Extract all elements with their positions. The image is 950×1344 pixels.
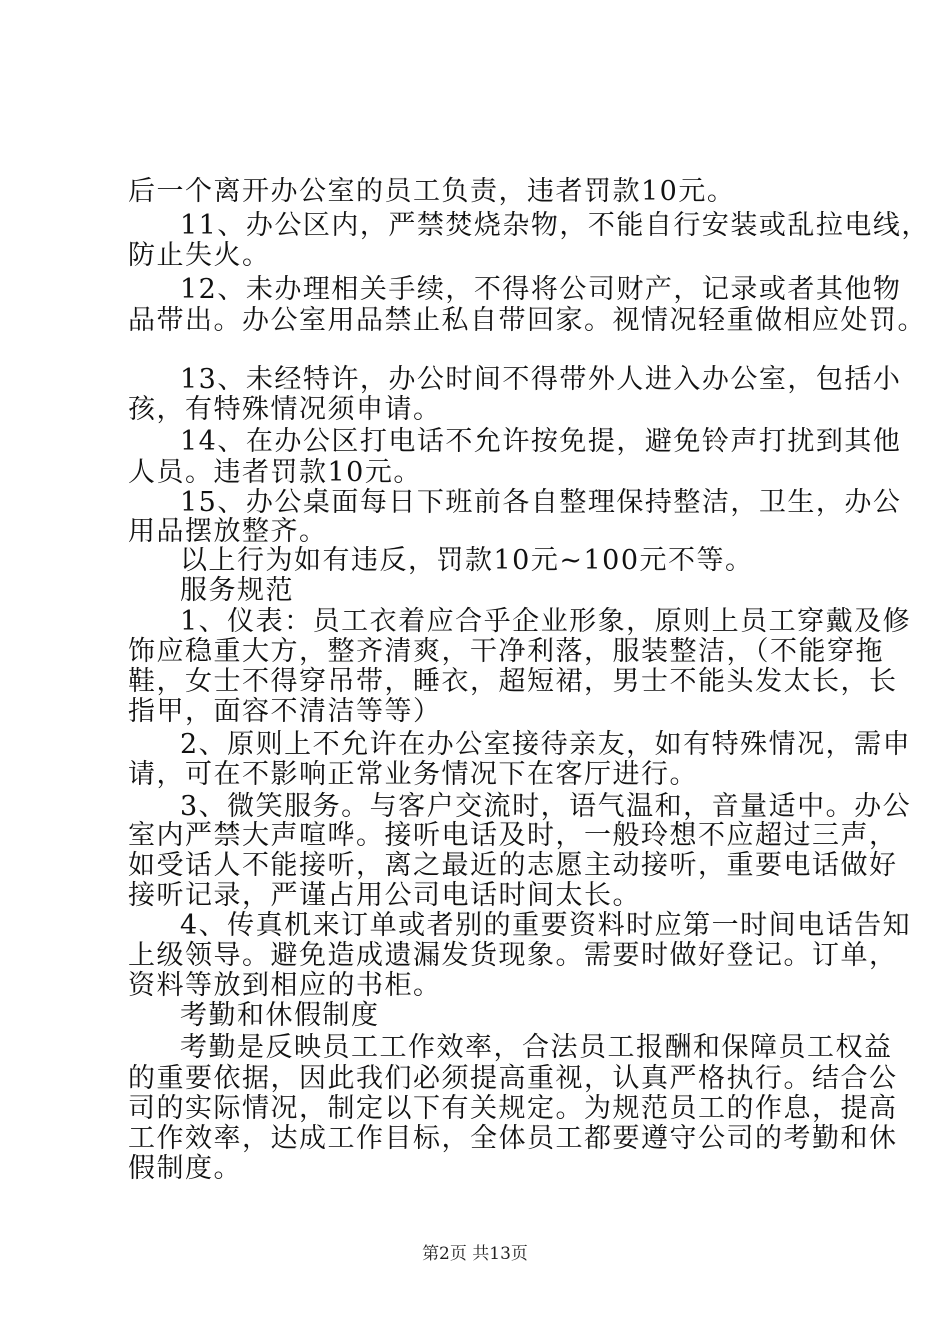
text-line: 14、在办公区打电话不允许按免提，避免铃声打扰到其他 <box>180 426 902 457</box>
text-line: 3、微笑服务。与客户交流时，语气温和，音量适中。办公 <box>180 791 912 822</box>
text-line: 4、传真机来订单或者别的重要资料时应第一时间电话告知 <box>180 910 912 941</box>
text-line: 上级领导。避免造成遗漏发货现象。需要时做好登记。订单， <box>128 940 898 971</box>
text-line: 13、未经特许，办公时间不得带外人进入办公室，包括小 <box>180 364 902 395</box>
text-line: 资料等放到相应的书柜。 <box>128 970 442 1001</box>
text-line: 考勤是反映员工工作效率，合法员工报酬和保障员工权益 <box>180 1032 893 1063</box>
text-line: 防止失火。 <box>128 240 271 271</box>
text-line: 工作效率，达成工作目标，全体员工都要遵守公司的考勤和休 <box>128 1123 898 1154</box>
text-line: 如受话人不能接听，离之最近的志愿主动接听，重要电话做好 <box>128 850 898 881</box>
text-line: 用品摆放整齐。 <box>128 516 328 547</box>
text-line: 1、仪表：员工衣着应合乎企业形象，原则上员工穿戴及修 <box>180 606 912 637</box>
text-line: 品带出。办公室用品禁止私自带回家。视情况轻重做相应处罚。 <box>128 305 926 336</box>
text-line: 接听记录，严谨占用公司电话时间太长。 <box>128 880 641 911</box>
text-line: 2、原则上不允许在办公室接待亲友，如有特殊情况，需申 <box>180 729 912 760</box>
text-line: 孩，有特殊情况须申请。 <box>128 394 442 425</box>
page-footer: 第2页 共13页 <box>422 1244 528 1264</box>
section-heading: 考勤和休假制度 <box>180 1000 380 1031</box>
section-heading: 服务规范 <box>180 575 294 606</box>
text-line: 假制度。 <box>128 1153 242 1184</box>
text-line: 15、办公桌面每日下班前各自整理保持整洁，卫生，办公 <box>180 487 902 518</box>
text-line: 指甲，面容不清洁等等） <box>128 696 442 727</box>
text-line: 请，可在不影响正常业务情况下在客厅进行。 <box>128 759 698 790</box>
text-line: 11、办公区内，严禁焚烧杂物，不能自行安装或乱拉电线， <box>180 210 930 241</box>
text-line: 室内严禁大声喧哗。接听电话及时，一般玲想不应超过三声， <box>128 820 898 851</box>
text-line: 人员。违者罚款10元。 <box>128 457 422 488</box>
text-line: 饰应稳重大方，整齐清爽，干净利落，服装整洁，（不能穿拖 <box>128 636 884 667</box>
text-line: 的重要依据，因此我们必须提高重视，认真严格执行。结合公 <box>128 1063 898 1094</box>
text-line: 司的实际情况，制定以下有关规定。为规范员工的作息，提高 <box>128 1093 898 1124</box>
text-line: 以上行为如有违反，罚款10元~100元不等。 <box>180 545 754 576</box>
text-line: 鞋，女士不得穿吊带，睡衣，超短裙，男士不能头发太长，长 <box>128 666 898 697</box>
text-line: 后一个离开办公室的员工负责，违者罚款10元。 <box>128 176 736 207</box>
text-line: 12、未办理相关手续，不得将公司财产，记录或者其他物 <box>180 274 902 305</box>
